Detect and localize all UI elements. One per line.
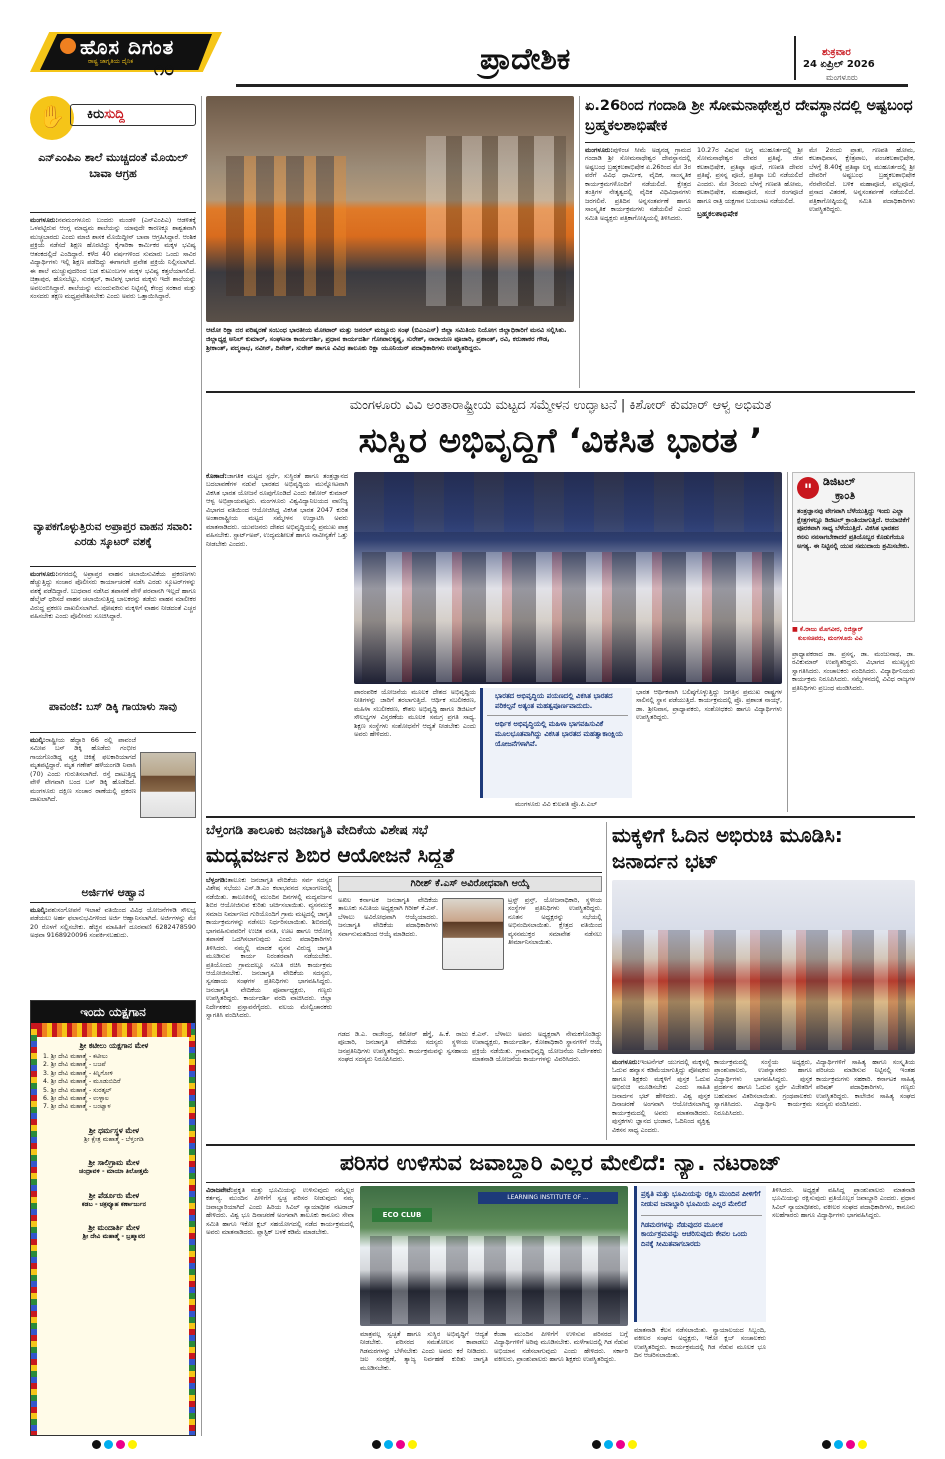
brief-1-body bbox=[30, 216, 196, 521]
natraj-col-4: ಮಾತನಾಡಿ ಕೆಲಸ ನಡೆಸಲಾಯಿತು. ನ್ಯಾಯಾಲಯದ ಸಿಬ್ಬಂದಿ, ವಕೀಲರ ಸಂಘದ ಅಧ್ಯಕ್ಷರು, ಇಕೋ ಕ್ಲಬ್ ಸಂಚಾಲಕರು ಉಪಸ್ಥಿತರಿದ್ದರು. ಕಾರ್ಯಕ್ರಮದಲ್ಲಿ ಗಿಡ ನೆಡುವ ಮೂಲಕ ಭೂ ದಿನ ಆಚರಿಸಲಾಯಿತು. bbox=[634, 1326, 766, 1360]
bms-delegation-photo bbox=[206, 96, 574, 322]
natraj-quote-2: ಗಿಡಮರಗಳನ್ನು ನೆಡುವುದರ ಮೂಲಕ ಕಾರ್ಯಕ್ರಮವನ್ನು ಆಚರಿಸುವುದು ಕೇವಲ ಒಂದು ದಿನಕ್ಕೆ ಸೀಮಿತವಾಗಬಾರದು bbox=[641, 1220, 748, 1249]
institute-banner: LEARNING INSTITUTE OF ... bbox=[478, 1192, 618, 1204]
reading-col-3: ವಿದ್ಯಾರ್ಥಿಗಳಿಗೆ ಸಾಹಿತ್ಯ ಹಾಗೂ ಸಂಸ್ಕೃತಿಯ ಪರಿಚಯ ಮಾಡಿಸುವ ನಿಟ್ಟಿನಲ್ಲಿ ಇಂತಹ ಕಾರ್ಯಕ್ರಮಗಳು ಸಹಕಾರಿ. ಕರ್ನಾಟಕ ಸಾಹಿತ್ಯ ಪರಿಷತ್ ಪದಾಧಿಕಾರಿಗಳು, ಗಣ್ಯರು ಉಪಸ್ಥಿತರಿದ್ದರು. ಕಾಲೇಜಿನ ಸಾಹಿತ್ಯ ಸಂಘದ ಸದಸ್ಯರು ವಂದಿಸಿದರು. bbox=[816, 1058, 915, 1109]
book-day-people bbox=[622, 930, 906, 1050]
belthangady-kicker: ಬೆಳ್ತಂಗಡಿ ತಾಲೂಕು ಜನಜಾಗೃತಿ ವೇದಿಕೆಯ ವಿಶೇಷ ಸಭೆ bbox=[206, 822, 428, 837]
mela-1-item-4: 4. ಶ್ರೀ ದೇವಿ ಮಹಾತ್ಮೆ - ಮೂಡುಬಿದಿರೆ bbox=[43, 1078, 121, 1086]
hand-icon: ✋ bbox=[30, 96, 74, 140]
mela-3-place: ಚಂದ್ರಾವಳಿ - ಮಾಯಾ ತಿಲೋತ್ತಮೆ bbox=[79, 1168, 149, 1176]
lead-col-2: ಪಾರಂಪರಿಕ ಯೋಜನೆಯ ಮೂಲಕ ದೇಶದ ಅಭಿವೃದ್ಧಿಯ ನೀತಿಗಳನ್ನು ಜಾರಿಗೆ ತರಲಾಗುತ್ತಿದೆ. ಆರ್ಥಿಕ ಸಬಲೀಕರಣ, ಮಹಿಳಾ ಸಬಲೀಕರಣ, ಕೌಶಲ ಅಭಿವೃದ್ಧಿ ಹಾಗೂ ಡಿಜಿಟಲ್ ಸೌಲಭ್ಯಗಳ ವಿಸ್ತರಣೆಯ ಮೂಲಕ ಸಮಗ್ರ ಪ್ರಗತಿ ಸಾಧ್ಯ. ಶಿಕ್ಷಣ ಸಂಸ್ಥೆಗಳು ಸಂಶೋಧನೆಗೆ ಆದ್ಯತೆ ನೀಡಬೇಕು ಎಂದು ಅವರು ಹೇಳಿದರು. bbox=[354, 688, 476, 739]
reading-dateline: ಮಂಗಳೂರು: bbox=[612, 1058, 640, 1066]
belthangady-subhead-bar bbox=[338, 876, 602, 892]
lead-col-5: ಪ್ರಾಧ್ಯಾಪಕರಾದ ಡಾ. ಪ್ರಸನ್ನ, ಡಾ. ಮಂಜುನಾಥ, ಡಾ. ರವಿಕುಮಾರ್ ಉಪಸ್ಥಿತರಿದ್ದರು. ವಿಭಾಗದ ಮುಖ್ಯಸ್ಥರು ಸ್ವಾಗತಿಸಿದರು. ಸಂಚಾಲಕರು ವಂದಿಸಿದರು. ವಿದ್ಯಾರ್ಥಿನಿಯರು ಕಾರ್ಯಕ್ರಮ ನಿರೂಪಿಸಿದರು. ಸಮ್ಮೇಳನದಲ್ಲಿ ವಿವಿಧ ರಾಜ್ಯಗಳ ಪ್ರತಿನಿಧಿಗಳು ಪ್ರಬಂಧ ಮಂಡಿಸಿದರು. bbox=[792, 650, 915, 692]
lead-col-4: ಭಾರತ ಆರ್ಥಿಕವಾಗಿ ಬಲಿಷ್ಠಗೊಳ್ಳುತ್ತಿದ್ದು ಜಗತ್ತಿನ ಪ್ರಮುಖ ರಾಷ್ಟ್ರಗಳ ಸಾಲಿನಲ್ಲಿ ಸ್ಥಾನ ಪಡೆಯುತ್ತಿದೆ. ಕಾರ್ಯಕ್ರಮದಲ್ಲಿ ಪ್ರೊ. ಪ್ರಶಾಂತ ನಾಯ್ಕ್, ಡಾ. ಶ್ರೀನಿವಾಸ, ಪ್ರಾಧ್ಯಾಪಕರು, ಸಂಶೋಧಕರು ಹಾಗೂ ವಿದ್ಯಾರ್ಥಿಗಳು ಉಪಸ್ಥಿತರಿದ್ದರು. bbox=[636, 688, 782, 722]
digital-title-a: ಡಿಜಿಟಲ್ bbox=[823, 475, 856, 488]
natraj-headline: ಪರಿಸರ ಉಳಿಸುವ ಜವಾಬ್ದಾರಿ ಎಲ್ಲರ ಮೇಲಿದೆ: ನ್ಯಾ. ನಟರಾಜ್ bbox=[339, 1151, 782, 1176]
logo-text: ಹೊಸ ದಿಗಂತ bbox=[80, 35, 175, 59]
book-day-photo bbox=[612, 880, 915, 1054]
digital-title-b: ಕ್ರಾಂತಿ bbox=[835, 489, 856, 502]
mela-5: ಶ್ರೀ ಮಂದಾರ್ತಿ ಮೇಳ bbox=[88, 1223, 140, 1233]
yakshagana-border-right bbox=[189, 1023, 195, 1436]
somanatha-col-1 bbox=[585, 146, 691, 386]
yakshagana-box bbox=[30, 1000, 196, 1436]
registration-marks-left bbox=[92, 1440, 137, 1452]
date: 24 ಏಪ್ರಿಲ್ 2026 bbox=[803, 59, 875, 70]
girish-portrait bbox=[442, 898, 504, 970]
brief-4-body bbox=[30, 906, 196, 984]
belthangady-col-2 bbox=[338, 896, 438, 1026]
digital-body: ತಂತ್ರಜ್ಞಾನವು ವೇಗವಾಗಿ ಬೆಳೆಯುತ್ತಿದ್ದು ಇಂದು ಎಲ್ಲಾ ಕ್ಷೇತ್ರಗಳಲ್ಲೂ ಡಿಜಿಟಲ್ ಕ್ರಾಂತಿಯಾಗುತ್ತಿದೆ. ಆಯಾಚಿಕೆಗೆ ಪೂರಕವಾಗಿ ಸಾಧ್ಯ ಬೆಳೆಯುತ್ತಿದೆ. ವಿಕಸಿತ ಭಾರತದ ಕನಸು ನನಸಾಗಬೇಕಾದರೆ ಪ್ರತಿಯೊಬ್ಬರ ಕೊಡುಗೆಯೂ ಅಗತ್ಯ. ಈ ನಿಟ್ಟಿನಲ್ಲಿ ಯುವ ಸಮುದಾಯ ಶ್ರಮಿಸಬೇಕು. bbox=[797, 507, 910, 550]
yakshagana-border-top bbox=[37, 1023, 191, 1037]
lead-headline: ಸುಸ್ಥಿರ ಅಭಿವೃದ್ಧಿಗೆ ‘ವಿಕಸಿತ ಭಾರತ ’ bbox=[358, 421, 763, 461]
registration-marks-mid bbox=[372, 1440, 417, 1452]
brief-4-dateline: ಮೂಲ್ಕಿ: bbox=[30, 906, 48, 914]
brief-3-text: ರಾಷ್ಟ್ರೀಯ ಹೆದ್ದಾರಿ 66 ರಲ್ಲಿ ಪಾವಂಜೆ ಸಮೀಪ ಬಸ್ ಡಿಕ್ಕಿ ಹೊಡೆದು ಗಂಭೀರ ಗಾಯಗೊಂಡಿದ್ದ ವ್ಯಕ್ತಿ ಚಿಕಿತ್ಸೆ ಫಲಕಾರಿಯಾಗದೆ ಮೃತಪಟ್ಟಿದ್ದಾರೆ. ಮೃತ ಗಣೇಶ್ ಹಳೆಯಂಗಡಿ ನಿವಾಸಿ (70) ಎಂದು ಗುರುತಿಸಲಾಗಿದೆ. ರಸ್ತೆ ದಾಟುತ್ತಿದ್ದ ವೇಳೆ ವೇಗವಾಗಿ ಬಂದ ಬಸ್ ಡಿಕ್ಕಿ ಹೊಡೆದಿದೆ. ಮಂಗಳೂರು ದಕ್ಷಿಣ ಸಂಚಾರ ಠಾಣೆಯಲ್ಲಿ ಪ್ರಕರಣ ದಾಖಲಾಗಿದೆ. bbox=[30, 736, 136, 804]
belthangady-col-2b bbox=[338, 1030, 468, 1120]
mela-2: ಶ್ರೀ ಧರ್ಮಸ್ಥಳ ಮೇಳ bbox=[88, 1125, 140, 1135]
lead-quotes bbox=[480, 688, 632, 798]
day: ಶುಕ್ರವಾರ bbox=[822, 47, 851, 58]
brief-2-dateline: ಮಂಗಳೂರು: bbox=[30, 570, 58, 578]
city: ಮಂಗಳೂರು bbox=[826, 73, 858, 82]
mela-4-place: ಕಡಬ - ಚಕ್ರವ್ಯೂಹ ಕರ್ಣಾರ್ಜುನ bbox=[81, 1200, 147, 1208]
conference-dignitaries bbox=[362, 552, 774, 682]
quote-icon: " bbox=[797, 477, 819, 499]
victim-photo bbox=[140, 752, 196, 818]
brief-2-headline: ವ್ಯಾಪಕಗೊಳ್ಳುತ್ತಿರುವ ಅಪ್ರಾಪ್ತರ ವಾಹನ ಸವಾರಿ: ಎರಡು ಸ್ಕೂಟರ್ ವಶಕ್ಕೆ bbox=[33, 521, 193, 549]
reading-col-1 bbox=[612, 1058, 710, 1140]
bms-caption: ಆಟೋ ರಿಕ್ಷಾ ದರ ಪರಿಷ್ಕರಣೆ ಸಂಬಂಧ ಭಾರತೀಯ ಮೋಟಾರ್ ಮತ್ತು ಜನರಲ್ ಮಜ್ದೂರು ಸಂಘ (ಬಿಎಂಎಸ್) ಜಿಲ್ಲಾ ಸಮಿತಿಯ ನಿಯೋಗ ಜಿಲ್ಲಾಧಿಕಾರಿಗೆ ಮನವಿ ಸಲ್ಲಿಸಿತು. ಜಿಲ್ಲಾಧ್ಯಕ್ಷ ಅನಿಲ್ ಕುಮಾರ್, ಸಂಘಟನಾ ಕಾರ್ಯದರ್ಶಿ, ಪ್ರಧಾನ ಕಾರ್ಯದರ್ಶಿ ಗೋಪಾಲಕೃಷ್ಣ, ಸುರೇಶ್, ನಾರಾಯಣ ಪೂಜಾರಿ, ಪ್ರಶಾಂತ್, ರವಿ, ಕರುಣಾಕರ ಗೌಡ, ಶ್ರೀಕಾಂತ್, ಪದ್ಮನಾಭ, ನವೀನ್, ದಿನೇಶ್, ಸುರೇಶ್ ಹಾಗೂ ವಿವಿಧ ತಾಲೂಕು ರಿಕ್ಷಾ ಯೂನಿಯನ್ ಪದಾಧಿಕಾರಿಗಳು ಉಪಸ್ಥಿತರಿದ್ದರು. bbox=[206, 326, 567, 352]
lead-quote-1: ಭಾರತದ ಅಭಿವೃದ್ಧಿಯ ಪಯಣದಲ್ಲಿ ವಿಕಸಿತ ಭಾರತದ ಪರಿಕಲ್ಪನೆ ಅತ್ಯಂತ ಮಹತ್ವಪೂರ್ಣವಾದುದು. bbox=[495, 692, 613, 710]
digital-byline-2: ಕುಲಸಚಿವರು, ಮಂಗಳೂರು ವಿವಿ bbox=[798, 634, 863, 642]
mela-1-item-6: 6. ಶ್ರೀ ದೇವಿ ಮಹಾತ್ಮೆ - ಉಳ್ಳಾಲ bbox=[43, 1094, 109, 1102]
belthangady-col-2b-text: ಗಡದ ಡಿ.ಎ. ರಾಜೇಂದ್ರ, ಕಿಶೋರ್ ಹೆಗ್ಡೆ, ಹಿ.ಕೆ. ರಾಜು ಪೂಜಾರಿ, ಜನಜಾಗೃತಿ ವೇದಿಕೆಯ ಸದಸ್ಯರು ಸ್ಥಳೀಯ ಜನಪ್ರತಿನಿಧಿಗಳು ಉಪಸ್ಥಿತರಿದ್ದರು. ಕಾರ್ಯಕ್ರಮವನ್ನು ಸ್ವಸಹಾಯ ಸಂಘದ ಸದಸ್ಯರು ನಿರೂಪಿಸಿದರು. bbox=[338, 1030, 468, 1064]
somanatha-dateline: ಮಂಗಳೂರು: bbox=[585, 146, 613, 154]
masthead bbox=[0, 0, 945, 90]
belthangady-col-3-text: ಟ್ರಸ್ಟ್ ಪ್ರಸ್ತ್, ಯೋಜನಾಧಿಕಾರಿ, ಸ್ಥಳೀಯ ಸಂಸ್ಥೆಗಳ ಪ್ರತಿನಿಧಿಗಳು ಉಪಸ್ಥಿತರಿದ್ದರು. ನೂತನ ಅಧ್ಯಕ್ಷರನ್ನು ಸಭೆಯಲ್ಲಿ ಅಭಿನಂದಿಸಲಾಯಿತು. ಕ್ಷೇತ್ರದ ವತಿಯಿಂದ ವ್ಯಸನಮುಕ್ತರ ಸಮಾವೇಶ ನಡೆಸಲು ತೀರ್ಮಾನಿಸಲಾಯಿತು. bbox=[508, 896, 602, 947]
lead-kicker: ಮಂಗಳೂರು ವಿವಿ ಅಂತಾರಾಷ್ಟ್ರೀಯ ಮಟ್ಟದ ಸಮ್ಮೇಳನ ಉದ್ಘಾಟನೆ | ಕಿಶೋರ್ ಕುಮಾರ್ ಆಳ್ವ ಅಭಿಮತ bbox=[349, 398, 772, 413]
natraj-col-2: ಮಾತ್ರವಲ್ಲ ಸ್ವಚ್ಛತೆ ಹಾಗೂ ಸುಸ್ಥಿರ ಅಭಿವೃದ್ಧಿಗೆ ಆದ್ಯತೆ ನೀಡಬೇಕು. ಪರಿಸರದ ಸಮತೋಲನ ಕಾಪಾಡಲು ಗಿಡಮರಗಳನ್ನು ಬೆಳೆಸಬೇಕು ಎಂದು ಅವರು ಕರೆ ನೀಡಿದರು. ಜಲ ಸಂರಕ್ಷಣೆ, ತ್ಯಾಜ್ಯ ನಿರ್ವಹಣೆ ಕುರಿತು ಜಾಗೃತಿ ಮೂಡಿಸಬೇಕು. bbox=[360, 1330, 488, 1372]
brief-1-headline: ಎನ್‌ಎಂಪಿಎ ಶಾಲೆ ಮುಚ್ಚದಂತೆ ಮೊಯಿಲ್ ಬಾವಾ ಆಗ್ರಹ bbox=[38, 151, 188, 180]
bms-photo-people-left bbox=[226, 156, 346, 296]
belthangady-subhead: ಗಿರೀಶ್ ಕೆ.ಎಸ್ ಅವಿರೋಧವಾಗಿ ಆಯ್ಕೆ bbox=[410, 878, 530, 889]
yakshagana-border-left bbox=[31, 1023, 37, 1436]
belthangady-col-1-text: ತಾಲೂಕು ಜನಜಾಗೃತಿ ವೇದಿಕೆಯ ಸರ್ವ ಸದಸ್ಯರ ವಿಶೇಷ ಸಭೆಯು ಎಸ್.ಡಿ.ಎಂ ಕಲಾಭವನದ ಸಭಾಂಗಣದಲ್ಲಿ ನಡೆಯಿತು. ತಾಲೂಕಿನಲ್ಲಿ ಮುಂದಿನ ದಿನಗಳಲ್ಲಿ ಮದ್ಯವರ್ಜನ ಶಿಬಿರ ಆಯೋಜಿಸುವ ಕುರಿತು ಚರ್ಚಿಸಲಾಯಿತು. ವ್ಯಸನಮುಕ್ತ ಸಮಾಜ ನಿರ್ಮಾಣದ ಗುರಿಯೊಂದಿಗೆ ಗ್ರಾಮ ಮಟ್ಟದಲ್ಲಿ ಜಾಗೃತಿ ಕಾರ್ಯಕ್ರಮಗಳನ್ನು ನಡೆಸಲು ನಿರ್ಧರಿಸಲಾಯಿತು. ಶಿಬಿರದಲ್ಲಿ ಭಾಗವಹಿಸುವವರಿಗೆ ಉಚಿತ ವಸತಿ, ಊಟ ಹಾಗೂ ಆರೋಗ್ಯ ತಪಾಸಣೆ ಒದಗಿಸಲಾಗುವುದು ಎಂದು ಪದಾಧಿಕಾರಿಗಳು ತಿಳಿಸಿದರು. bbox=[206, 876, 332, 952]
mela-3: ಶ್ರೀ ಸಾಲಿಗ್ರಾಮ ಮೇಳ bbox=[88, 1158, 140, 1168]
somanatha-col-2 bbox=[697, 146, 803, 386]
natraj-quote-1: ಪ್ರಕೃತಿ ಮತ್ತು ಭೂಮಿಯನ್ನು ರಕ್ಷಿಸಿ ಮುಂದಿನ ಪೀಳಿಗೆಗೆ ನೀಡುವ ಜವಾಬ್ದಾರಿ ಭೂಮಿಯ ಎಲ್ಲರ ಮೇಲಿದೆ bbox=[641, 1190, 761, 1208]
lead-caption: ಮಂಗಳೂರು ವಿವಿ ಕುಲಪತಿ ಪ್ರೊ.ಪಿ.ಎಲ್ bbox=[514, 800, 598, 808]
mela-1-item-2: 2. ಶ್ರೀ ದೇವಿ ಮಹಾತ್ಮೆ - ಬಜಪೆ bbox=[43, 1061, 106, 1069]
belthangady-headline: ಮದ್ಯವರ್ಜನ ಶಿಬಿರ ಆಯೋಜನೆ ಸಿದ್ಧತೆ bbox=[206, 843, 455, 867]
registration-marks-right bbox=[592, 1440, 637, 1452]
mela-1-item-3: 3. ಶ್ರೀ ದೇವಿ ಮಹಾತ್ಮೆ - ಕಿನ್ನಿಗೋಳಿ bbox=[43, 1069, 114, 1077]
mela-1-item-5: 5. ಶ್ರೀ ದೇವಿ ಮಹಾತ್ಮೆ - ಸುರತ್ಕಲ್ bbox=[43, 1086, 112, 1094]
earth-day-photo bbox=[360, 1186, 628, 1326]
somanatha-col-1-text: ಪುಳಿಂಚ ಸೀಮೆ ಅಡ್ಯನಡ್ಕ ಗ್ರಾಮದ ಗಂದಾಡಿ ಶ್ರೀ ಸೋಮನಾಥೇಶ್ವರ ದೇವಸ್ಥಾನದಲ್ಲಿ ಅಷ್ಟಬಂಧ ಬ್ರಹ್ಮಕಲಶಾಭಿಷೇಕ ಏ.26ರಿಂದ ಮೇ 3ರ ವರೆಗೆ ವಿವಿಧ ಧಾರ್ಮಿಕ, ವೈದಿಕ, ಸಾಂಸ್ಕೃತಿಕ ಕಾರ್ಯಕ್ರಮಗಳೊಂದಿಗೆ ನಡೆಯಲಿದೆ. ಕ್ಷೇತ್ರದ ತಂತ್ರಿಗಳ ನೇತೃತ್ವದಲ್ಲಿ ವೈದಿಕ ವಿಧಿವಿಧಾನಗಳು ಜರಗಲಿವೆ. ಪ್ರತಿದಿನ ಅನ್ನಸಂತರ್ಪಣೆ ಹಾಗೂ ಸಾಂಸ್ಕೃತಿಕ ಕಾರ್ಯಕ್ರಮಗಳು ನಡೆಯಲಿವೆ ಎಂದು ಸಮಿತಿ ಅಧ್ಯಕ್ಷರು ಪತ್ರಿಕಾಗೋಷ್ಠಿಯಲ್ಲಿ ತಿಳಿಸಿದರು. bbox=[585, 146, 691, 222]
reading-headline: ಮಕ್ಕಳಿಗೆ ಓದಿನ ಅಭಿರುಚಿ ಮೂಡಿಸಿ: ಜನಾರ್ದನ ಭಟ್ bbox=[612, 823, 843, 874]
somanatha-headline: ಏ.26ರಿಂದ ಗಂದಾಡಿ ಶ್ರೀ ಸೋಮನಾಥೇಶ್ವರ ದೇವಸ್ಥಾನದಲ್ಲಿ ಅಷ್ಟಬಂಧ ಬ್ರಹ್ಮಕಲಶಾಭಿಷೇಕ bbox=[585, 98, 913, 134]
logo-tagline: ರಾಷ್ಟ್ರ ಜಾಗೃತಿಯ ದೈನಿಕ bbox=[88, 58, 134, 65]
mela-1: ಶ್ರೀ ಕಟೀಲು ಯಕ್ಷಗಾನ ಮೇಳ bbox=[79, 1041, 149, 1050]
brief-1-dateline: ಮಂಗಳೂರು: bbox=[30, 216, 58, 224]
belthangady-dateline: ಬೆಳ್ತಂಗಡಿ: bbox=[206, 876, 228, 884]
somanatha-col-2-text: 10.27ರ ವಿಷುವ ಲಗ್ನ ಮುಹೂರ್ತದಲ್ಲಿ ಶ್ರೀ ಸೋಮನಾಥೇಶ್ವರ ದೇವರ ಪ್ರತಿಷ್ಠೆ, ಜೀವ ಕಲಶಾಭಿಷೇಕ, ಪ್ರತಿಷ್ಠಾ ಪೂಜೆ, ಗಣಪತಿ ದೇವರ ಪ್ರತಿಷ್ಠೆ, ಪ್ರಸನ್ನ ಪೂಜೆ, ಪ್ರತಿಷ್ಠಾ ಬಲಿ ನಡೆಯಲಿದೆ ಎಂದರು. ಮೇ 3ರಂದು ಬೆಳಗ್ಗೆ ಗಣಪತಿ ಹೋಮ, ಕಲಶಾಭಿಷೇಕ, ಮಹಾಪೂಜೆ, ಸಂಜೆ ರಂಗಪೂಜೆ ಹಾಗೂ ರಾತ್ರಿ ಯಕ್ಷಗಾನ ಬಯಲಾಟ ನಡೆಯಲಿದೆ. bbox=[697, 146, 803, 205]
eco-club-banner: ECO CLUB bbox=[372, 1208, 432, 1222]
natraj-dateline: ವಿರಾಜಪೇಟೆ: bbox=[206, 1186, 234, 1194]
mela-1-item-1: 1. ಶ್ರೀ ದೇವಿ ಮಹಾತ್ಮೆ - ಕಟೀಲು bbox=[43, 1053, 108, 1061]
belthangady-col-3 bbox=[508, 896, 602, 1026]
belthangady-col-1-more: ನಮ್ಮಲ್ಲಿ ಮಾದಕ ವ್ಯಸನ ವಿರುದ್ಧ ಜಾಗೃತಿ ಮೂಡಿಸುವ ಕಾರ್ಯ ನಿರಂತರವಾಗಿ ನಡೆಯಬೇಕು. ಪ್ರತಿಯೊಂದು ಗ್ರಾಮದಲ್ಲೂ ಸಮಿತಿ ರಚಿಸಿ ಕಾರ್ಯಕ್ರಮ ಆಯೋಜಿಸಬೇಕು. ಜನಜಾಗೃತಿ ವೇದಿಕೆಯ ಸದಸ್ಯರು, ಸ್ವಸಹಾಯ ಸಂಘಗಳ ಪ್ರತಿನಿಧಿಗಳು ಭಾಗವಹಿಸಿದ್ದರು. bbox=[206, 943, 332, 986]
lead-col-1 bbox=[206, 472, 348, 752]
lead-dateline: ಕೊಣಾಜೆ: bbox=[206, 472, 227, 480]
brief-2-text: ನಗರದಲ್ಲಿ ಅಪ್ರಾಪ್ತರ ವಾಹನ ಚಲಾಯಿಸುವಿಕೆಯ ಪ್ರಕರಣಗಳು ಹೆಚ್ಚುತ್ತಿದ್ದು ಸಂಚಾರ ಪೊಲೀಸರು ಕಾರ್ಯಾಚರಣೆ ನಡೆಸಿ ಎರಡು ಸ್ಕೂಟರ್‌ಗಳನ್ನು ವಶಕ್ಕೆ ಪಡೆದಿದ್ದಾರೆ. ಬುಧವಾರ ನಡೆಸಿದ ತಪಾಸಣೆ ವೇಳೆ ಪರವಾನಗಿ ಇಲ್ಲದೆ ಹಾಗೂ ಹೆಲ್ಮೆಟ್ ಧರಿಸದೆ ವಾಹನ ಚಲಾಯಿಸುತ್ತಿದ್ದ ಬಾಲಕರನ್ನು ತಡೆದು ವಾಹನ ಮಾಲೀಕರ ವಿರುದ್ಧ ಪ್ರಕರಣ ದಾಖಲಿಸಲಾಗಿದೆ. ಪೋಷಕರು ಮಕ್ಕಳಿಗೆ ವಾಹನ ನೀಡದಂತೆ ಎಚ್ಚರ ವಹಿಸಬೇಕು ಎಂದು ಪೊಲೀಸರು ಸೂಚಿಸಿದ್ದಾರೆ. bbox=[30, 570, 196, 621]
bms-photo-people-right bbox=[426, 136, 566, 306]
belthangady-col-1-end: ಜನಜಾಗೃತಿ ವೇದಿಕೆಯ ಪೂರ್ವಾಧ್ಯಕ್ಷರು, ಗಣ್ಯರು ಉಪಸ್ಥಿತರಿದ್ದರು. ಕಾರ್ಯದರ್ಶಿ ವರದಿ ವಾಚಿಸಿದರು. ಜಿಲ್ಲಾ ನಿರ್ದೇಶಕರು ಪ್ರಸ್ತಾವನೆಗೈದರು. ವಲಯ ಮೇಲ್ವಿಚಾರಕರು ಸ್ವಾಗತಿಸಿ ವಂದಿಸಿದರು. bbox=[206, 985, 332, 1020]
brief-4-headline: ಅರ್ಜಿಗಳ ಆಹ್ವಾನ bbox=[81, 886, 145, 899]
conference-photo bbox=[354, 472, 782, 684]
mela-2-place: ಶ್ರೀ ಕ್ಷೇತ್ರ ಮಹಾತ್ಮೆ - ಬೆಳ್ತಂಗಡಿ bbox=[84, 1135, 144, 1143]
conference-stage-lights bbox=[354, 472, 782, 532]
brief-3-dateline: ಮುಲ್ಕಿ: bbox=[30, 736, 46, 744]
mela-4: ಶ್ರೀ ಪೆರ್ಡೂರು ಮೇಳ bbox=[88, 1190, 140, 1200]
digital-byline bbox=[792, 626, 915, 643]
brief-4-text: ಪಶುಸಂಗೋಪನೆ ಇಲಾಖೆ ವತಿಯಿಂದ ವಿವಿಧ ಯೋಜನೆಗಳಡಿ ಸೌಲಭ್ಯ ಪಡೆಯಲು ಅರ್ಹ ಫಲಾನುಭವಿಗಳಿಂದ ಅರ್ಜಿ ಆಹ್ವಾನಿಸಲಾಗಿದೆ. ಅರ್ಜಿಗಳನ್ನು ಮೇ 20 ರೊಳಗೆ ಸಲ್ಲಿಸಬೇಕು. ಹೆಚ್ಚಿನ ಮಾಹಿತಿಗೆ ದೂರವಾಣಿ 6282478590 ಅಥವಾ 9168920096 ಸಂಪರ್ಕಿಸಬಹುದು. bbox=[30, 906, 196, 940]
logo-icon bbox=[60, 38, 76, 54]
lead-col-1-text: ಜಾಗತಿಕ ಮಟ್ಟದ ಸ್ಪರ್ಧೆ, ಸುಸ್ಥಿರತೆ ಹಾಗೂ ತಂತ್ರಜ್ಞಾನದ ಬದಲಾವಣೆಗಳ ನಡುವೆ ಭಾರತದ ಅಭಿವೃದ್ಧಿಯ ಮುನ್ನೋಟವಾಗಿ ವಿಕಸಿತ ಭಾರತ ಯೋಜನೆ ರೂಪುಗೊಂಡಿದೆ ಎಂದು ಕಿಶೋರ್ ಕುಮಾರ್ ಆಳ್ವ ಅಭಿಪ್ರಾಯಪಟ್ಟರು. ಮಂಗಳೂರು ವಿಶ್ವವಿದ್ಯಾನಿಲಯದ ವಾಣಿಜ್ಯ ವಿಭಾಗದ ವತಿಯಿಂದ ಆಯೋಜಿಸಿದ್ದ ವಿಕಸಿತ ಭಾರತ 2047 ಕುರಿತ ಅಂತಾರಾಷ್ಟ್ರೀಯ ಮಟ್ಟದ ಸಮ್ಮೇಳನ ಉದ್ಘಾಟಿಸಿ ಅವರು ಮಾತನಾಡಿದರು. ಯುವಜನರು ದೇಶದ ಅಭಿವೃದ್ಧಿಯಲ್ಲಿ ಪ್ರಮುಖ ಪಾತ್ರ ವಹಿಸಬೇಕು. ಸ್ಟಾರ್ಟ್‌ಅಪ್, ಉದ್ಯಮಶೀಲತೆ ಹಾಗೂ ನಾವೀನ್ಯತೆಗೆ ಒತ್ತು ನೀಡಬೇಕು ಎಂದರು. bbox=[206, 472, 348, 548]
natraj-col-3: ಕೆಂಡಾ ಮುಂದಿನ ಪೀಳಿಗೆಗೆ ಉಳಿಸುವ ಪರಿಸರದ ಬಗ್ಗೆ ವಿದ್ಯಾರ್ಥಿಗಳಿಗೆ ಅರಿವು ಮೂಡಿಸಬೇಕು. ಮಳೆಗಾಲದಲ್ಲಿ ಗಿಡ ನೆಡುವ ಅಭಿಯಾನ ನಡೆಸಲಾಗುವುದು ಎಂದು ಹೇಳಿದರು. ಸರ್ಕಾರಿ ವಕೀಲರು, ಪ್ರಾಂಶುಪಾಲರು ಹಾಗೂ ಶಿಕ್ಷಕರು ಉಪಸ್ಥಿತರಿದ್ದರು. bbox=[494, 1330, 628, 1364]
natraj-col-1 bbox=[206, 1186, 354, 1436]
natraj-col-1-text: ಪ್ರಕೃತಿ ಮತ್ತು ಭೂಮಿಯನ್ನು ಉಳಿಸುವುದು ನಮ್ಮೆಲ್ಲರ ಕರ್ತವ್ಯ. ಮುಂದಿನ ಪೀಳಿಗೆಗೆ ಸ್ವಚ್ಛ ಪರಿಸರ ನೀಡುವುದು ನಮ್ಮ ಜವಾಬ್ದಾರಿಯಾಗಿದೆ ಎಂದು ಹಿರಿಯ ಸಿವಿಲ್ ನ್ಯಾಯಾಧೀಶ ನಟರಾಜ್ ಹೇಳಿದರು. ವಿಶ್ವ ಭೂ ದಿನಾಚರಣೆ ಅಂಗವಾಗಿ ತಾಲೂಕು ಕಾನೂನು ಸೇವಾ ಸಮಿತಿ ಹಾಗೂ ಇಕೋ ಕ್ಲಬ್ ಸಹಯೋಗದಲ್ಲಿ ನಡೆದ ಕಾರ್ಯಕ್ರಮದಲ್ಲಿ ಅವರು ಮಾತನಾಡಿದರು. ಪ್ಲಾಸ್ಟಿಕ್ ಬಳಕೆ ಕಡಿಮೆ ಮಾಡಬೇಕು. bbox=[206, 1186, 354, 1237]
brief-3-body bbox=[30, 736, 196, 884]
brief-3-headline: ಪಾವಂಜೆ: ಬಸ್ ಡಿಕ್ಕಿ ಗಾಯಾಳು ಸಾವು bbox=[49, 701, 177, 713]
brief-2-body bbox=[30, 570, 196, 696]
lead-quote-2: ಆರ್ಥಿಕ ಅಭಿವೃದ್ಧಿಯಲ್ಲಿ ಮಹಿಳಾ ಭಾಗವಹಿಸುವಿಕೆ ಮೂಲಭೂತವಾಗಿದ್ದು ವಿಕಸಿತ ಭಾರತದ ಮಹತ್ವಾಕಾಂಕ್ಷಿಯ ಯೋಜನೆಗಳಾಗಿವೆ. bbox=[495, 720, 623, 748]
natraj-quotes bbox=[634, 1186, 766, 1322]
digital-box bbox=[792, 472, 915, 622]
kirusuddi-label bbox=[70, 104, 196, 126]
kirusuddi-label-a: ಕಿರು bbox=[87, 107, 105, 122]
belthangady-col-3b bbox=[472, 1030, 602, 1120]
registration-marks-far-right bbox=[822, 1440, 867, 1452]
brief-1-text: ನವಮಂಗಳೂರು ಬಂದರು ಮಂಡಳಿ (ಎನ್‌ಎಂಪಿಎ) ಆಡಳಿತಕ್ಕೆ ಒಳಪಟ್ಟಿರುವ ಆಂಗ್ಲ ಮಾಧ್ಯಮ ಶಾಲೆಯನ್ನು ಯಾವುದೇ ಕಾರಣಕ್ಕೂ ಶಾಶ್ವತವಾಗಿ ಮುಚ್ಚಬಾರದು ಎಂದು ಮಾಜಿ ಶಾಸಕ ಮೊಯಿದ್ದೀನ್ ಬಾವಾ ಆಗ್ರಹಿಸಿದ್ದಾರೆ. ಆಂಶಿಕ ಪ್ರಕ್ರಿಯೆ ನಡೆಸದೆ ಶಿಕ್ಷಣ ಹೊರಟಿದ್ದು ಕೈಗಾರಿಕಾ ಕಾರ್ಮಿಕರ ಮಕ್ಕಳ ಭವಿಷ್ಯ ಆತಂಕದಲ್ಲಿದೆ ಎಂದಿದ್ದಾರೆ. ಕಳೆದ 40 ವರ್ಷಗಳಿಂದ ಸುಮಾರು ಒಂದು ಸಾವಿರ ವಿದ್ಯಾರ್ಥಿಗಳು ಇಲ್ಲಿ ಶಿಕ್ಷಣ ಪಡೆದಿದ್ದು ಈಗಾಗಲೇ ಪ್ರವೇಶ ಪ್ರಕ್ರಿಯೆ ನಿಲ್ಲಿಸಲಾಗಿದೆ. ಈ ಶಾಲೆ ಮುಚ್ಚುವುದರಿಂದ ಬಡ ಕುಟುಂಬಗಳ ಮಕ್ಕಳ ಭವಿಷ್ಯ ಕತ್ತಲೆಯಾಗಲಿದೆ. ಚಿತ್ರಾಪುರ, ಹೊಸಬೆಟ್ಟು, ಸುರತ್ಕಲ್, ಕಾಟಿಪಳ್ಳ ಭಾಗದ ಮಕ್ಕಳು ಇದೇ ಶಾಲೆಯನ್ನು ಅವಲಂಬಿಸಿದ್ದಾರೆ. ಶಾಲೆಯನ್ನು ಮುಂದುವರಿಸುವ ನಿಟ್ಟಿನಲ್ಲಿ ಕೇಂದ್ರ ಸರಕಾರ ಮತ್ತು ಸಂಸದರು ತಕ್ಷಣ ಮಧ್ಯಪ್ರವೇಶಿಸಬೇಕು ಎಂದು ಅವರು ಒತ್ತಾಯಿಸಿದ್ದಾರೆ. bbox=[30, 216, 196, 301]
natraj-col-5: ತಿಳಿಸಿದರು. ಅಧ್ಯಕ್ಷತೆ ವಹಿಸಿದ್ದ ಪ್ರಾಂಶುಪಾಲರು ಮಾತನಾಡಿ ಭೂಮಿಯನ್ನು ರಕ್ಷಿಸುವುದು ಪ್ರತಿಯೊಬ್ಬರ ಜವಾಬ್ದಾರಿ ಎಂದರು. ಪ್ರಧಾನ ಸಿವಿಲ್ ನ್ಯಾಯಾಧೀಶರು, ವಕೀಲರ ಸಂಘದ ಪದಾಧಿಕಾರಿಗಳು, ಕಾನೂನು ಸಲಹೆಗಾರರು ಹಾಗೂ ವಿದ್ಯಾರ್ಥಿಗಳು ಭಾಗವಹಿಸಿದ್ದರು. bbox=[772, 1186, 915, 1220]
somanatha-subhead: ಬ್ರಹ್ಮಕಲಶಾಭಿಷೇಕ bbox=[697, 209, 738, 219]
yakshagana-title: ಇಂದು ಯಕ್ಷಗಾನ bbox=[31, 1001, 195, 1023]
belthangady-col-2-text: ಅಖಿಲ ಕರ್ನಾಟಕ ಜನಜಾಗೃತಿ ವೇದಿಕೆಯ ತಾಲೂಕು ಸಮಿತಿಯ ಅಧ್ಯಕ್ಷರಾಗಿ ಗಿರೀಶ್ ಕೆ.ಎಸ್. ಬೆಳಾಲು ಅವಿರೋಧವಾಗಿ ಆಯ್ಕೆಯಾದರು. ಜನಜಾಗೃತಿ ವೇದಿಕೆಯ ಪದಾಧಿಕಾರಿಗಳು ಸರ್ವಾನುಮತದಿಂದ ಆಯ್ಕೆ ಮಾಡಿದರು. bbox=[338, 896, 438, 938]
mela-5-place: ಶ್ರೀ ದೇವಿ ಮಹಾತ್ಮೆ - ಬ್ರಹ್ಮಾವರ bbox=[82, 1233, 146, 1241]
mela-1-item-7: 7. ಶ್ರೀ ದೇವಿ ಮಹಾತ್ಮೆ - ಬಂಟ್ವಾಳ bbox=[43, 1103, 111, 1111]
earth-day-people bbox=[370, 1236, 620, 1324]
kirusuddi-column bbox=[30, 96, 196, 1436]
reading-col-1-text: ಇಂಟರ್ನೆಟ್ ಯುಗದಲ್ಲಿ ಮಕ್ಕಳಲ್ಲಿ ಓದುವ ಹವ್ಯಾಸ ಕಡಿಮೆಯಾಗುತ್ತಿದ್ದು ಪೋಷಕರು ಹಾಗೂ ಶಿಕ್ಷಕರು ಮಕ್ಕಳಿಗೆ ಪುಸ್ತಕ ಓದುವ ಅಭಿರುಚಿ ಮೂಡಿಸಬೇಕು ಎಂದು ಸಾಹಿತಿ ಜನಾರ್ದನ ಭಟ್ ಹೇಳಿದರು. ವಿಶ್ವ ಪುಸ್ತಕ ದಿನಾಚರಣೆ ಅಂಗವಾಗಿ ಆಯೋಜಿಸಲಾಗಿದ್ದ ಕಾರ್ಯಕ್ರಮದಲ್ಲಿ ಅವರು ಮಾತನಾಡಿದರು. ಪುಸ್ತಕಗಳು ಜ್ಞಾನದ ಭಂಡಾರ, ಓದಿನಿಂದ ವ್ಯಕ್ತಿತ್ವ ವಿಕಸನ ಸಾಧ್ಯ ಎಂದರು. bbox=[612, 1058, 710, 1134]
digital-byline-1: ■ ಕೆ.ರಾಜು ಮೊಗವೀರ, ರಿಜಿಸ್ಟ್ರಾರ್ bbox=[792, 626, 863, 633]
page-number: ೧೦ bbox=[154, 59, 175, 80]
reading-col-2: ಕಾರ್ಯಕ್ರಮದಲ್ಲಿ ಸಂಸ್ಥೆಯ ಅಧ್ಯಕ್ಷರು, ಪ್ರಾಂಶುಪಾಲರು, ಉಪನ್ಯಾಸಕರು ಹಾಗೂ ವಿದ್ಯಾರ್ಥಿಗಳು ಭಾಗವಹಿಸಿದ್ದರು. ಪುಸ್ತಕ ಪ್ರದರ್ಶನ ಹಾಗೂ ಓದುವ ಸ್ಪರ್ಧೆ ವಿಜೇತರಿಗೆ ಬಹುಮಾನ ವಿತರಿಸಲಾಯಿತು. ಗ್ರಂಥಪಾಲಕರು ಸ್ವಾಗತಿಸಿದರು. ವಿದ್ಯಾರ್ಥಿನಿ ಕಾರ್ಯಕ್ರಮ ನಿರೂಪಿಸಿದರು. bbox=[714, 1058, 812, 1117]
somanatha-col-3: ಮೇ 2ರಂದು ಪ್ರಾತಃ, ಗಣಪತಿ ಹೋಮ, ಕಲಶಾಧಿವಾಸ, ಕ್ಷೇತ್ರಪಾಲ, ಪಂಚಕಲಶಾಭಿಷೇಕ, ಬೆಳಗ್ಗೆ 8.40ಕ್ಕೆ ಪ್ರತಿಷ್ಠಾ ಲಗ್ನ ಮುಹೂರ್ತದಲ್ಲಿ ಶ್ರೀ ದೇವರಿಗೆ ಅಷ್ಟಬಂಧ ಬ್ರಹ್ಮಕಲಶಾಭಿಷೇಕ ನೆರವೇರಲಿದೆ. ಬಳಿಕ ಮಹಾಪೂಜೆ, ಪಲ್ಲಪೂಜೆ, ಪ್ರಸಾದ ವಿತರಣೆ, ಅನ್ನಸಂತರ್ಪಣೆ ನಡೆಯಲಿದೆ. ಪತ್ರಿಕಾಗೋಷ್ಠಿಯಲ್ಲಿ ಸಮಿತಿ ಪದಾಧಿಕಾರಿಗಳು ಉಪಸ್ಥಿತರಿದ್ದರು. bbox=[809, 146, 915, 214]
belthangady-col-3b-text: ಕೆ.ಎಸ್. ಬೆಳಾಲು ಅವರು ಅಧ್ಯಕ್ಷರಾಗಿ ನೇಮಕಗೊಂಡಿದ್ದು ಉಪಾಧ್ಯಕ್ಷರು, ಕಾರ್ಯದರ್ಶಿ, ಕೋಶಾಧಿಕಾರಿ ಸ್ಥಾನಗಳಿಗೆ ಆಯ್ಕೆ ಪ್ರಕ್ರಿಯೆ ನಡೆಯಿತು. ಗ್ರಾಮಾಭಿವೃದ್ಧಿ ಯೋಜನೆಯ ನಿರ್ದೇಶಕರು ಮಾತನಾಡಿ ಯೋಜನೆಯ ಕಾರ್ಯಗಳನ್ನು ವಿವರಿಸಿದರು. bbox=[472, 1030, 602, 1064]
section-title: ಪ್ರಾದೇಶಿಕ bbox=[480, 42, 571, 77]
kirusuddi-label-b: ಸುದ್ದಿ bbox=[104, 107, 125, 122]
